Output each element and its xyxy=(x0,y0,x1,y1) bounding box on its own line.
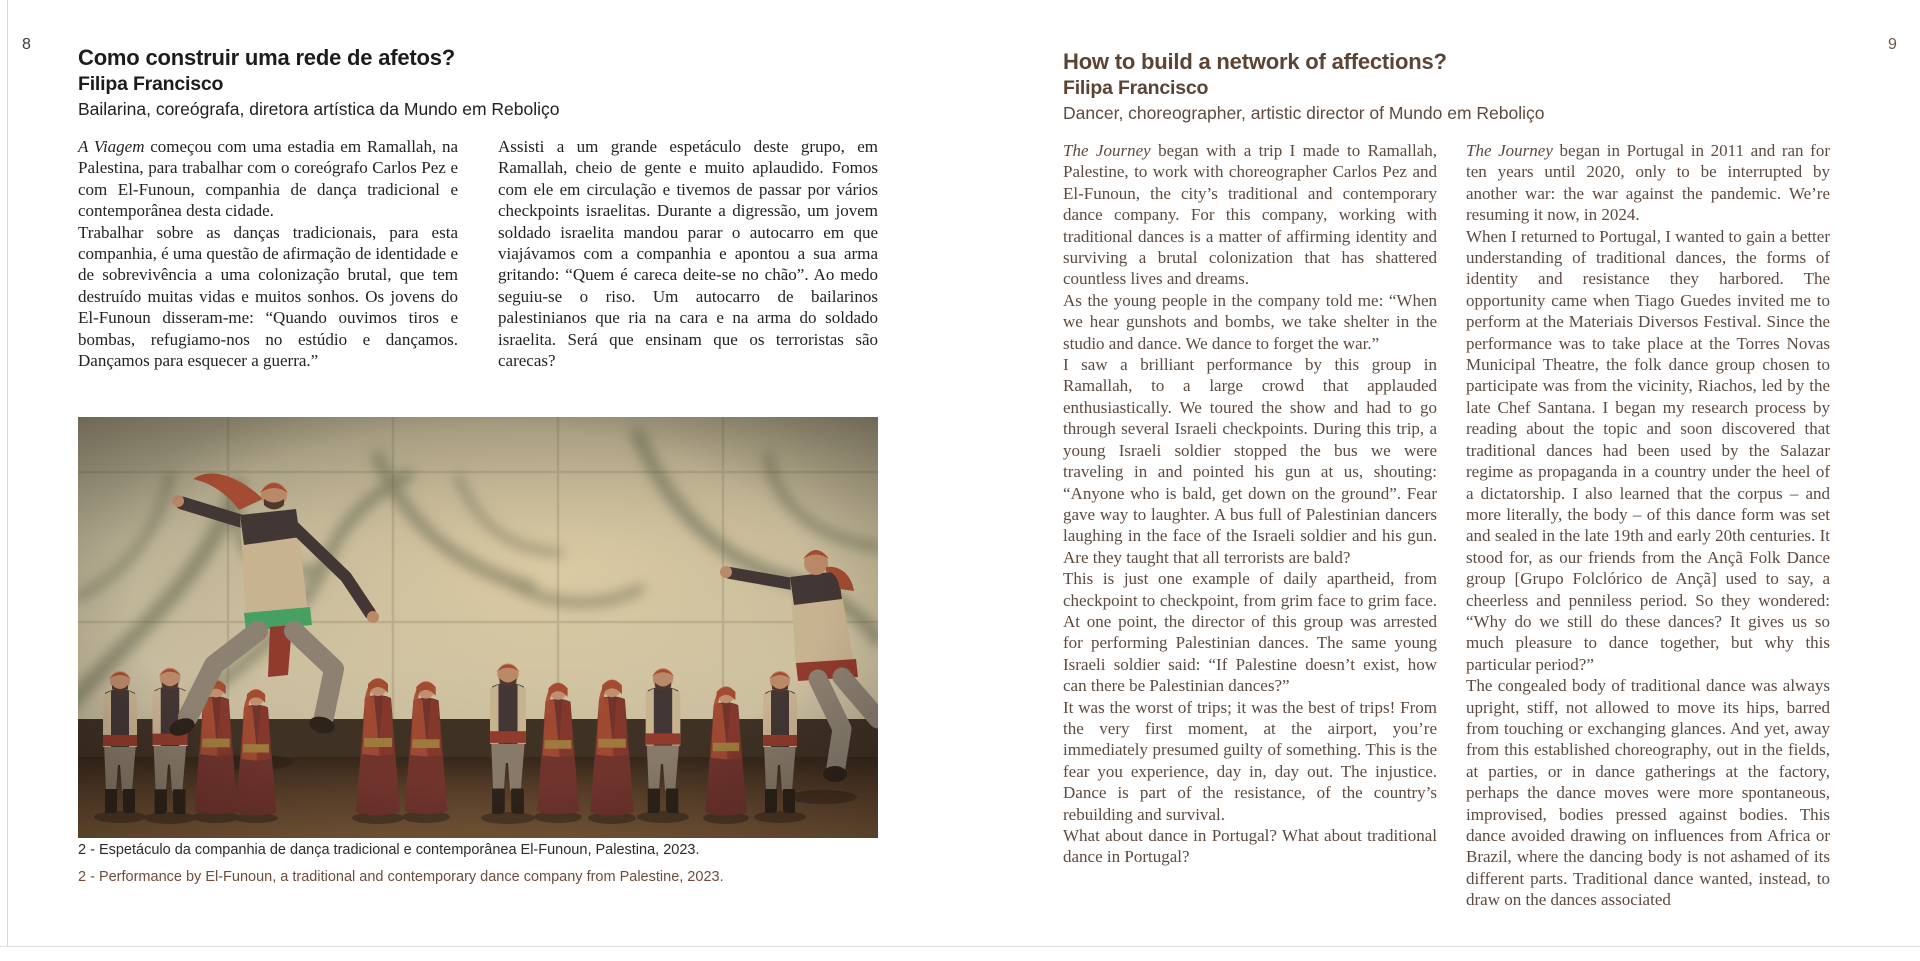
performance-photo xyxy=(78,417,878,838)
page-number-left: 8 xyxy=(22,36,31,53)
work-title-italic: The Journey xyxy=(1466,141,1553,160)
paragraph: Assisti a um grande espetáculo deste grupo, em Ramallah, cheio de gente e muito aplaudido. Fomos com ele em circulação e tivemos de passar por vários checkpoints israelitas. Durante a digressão, um jovem soldado israelita mandou parar o autocarro em que viajávamos com a companhia e apontou a sua arma gritando: “Quem é careca deite-se no chão”. Ao medo seguiu-se o riso. Um autocarro de bailarinos palestinianos que ria na cara e na arma do soldado israelita. Será que ensinam que os terroristas são carecas? xyxy=(498,137,878,371)
portuguese-column-2 xyxy=(498,136,878,371)
left-page-header xyxy=(78,44,878,121)
paragraph xyxy=(78,136,458,222)
paragraph: I saw a brilliant performance by this group in Ramallah, to a large crowd that applauded enthusiastically. We toured the show and had to go through several Israeli checkpoints. During this trip, a young Israeli soldier stopped the bus we were traveling in and pointed his gun at us, shouting: “Anyone who is bald, get down on the ground”. Fear gave way to laughter. A bus full of Palestinian dancers laughing in the face of the Israeli soldier and his gun. Are they taught that all terrorists are bald? xyxy=(1063,355,1437,567)
left-page-author-role: Bailarina, coreógrafa, diretora artística da Mundo em Reboliço xyxy=(78,99,560,119)
photo-caption-portuguese: 2 - Espetáculo da companhia de dança tradicional e contemporânea El-Funoun, Palestina, 2023. xyxy=(78,842,700,858)
photo-caption-english: 2 - Performance by El-Funoun, a traditional and contemporary dance company from Palestine, 2023. xyxy=(78,869,724,885)
portuguese-column-1 xyxy=(78,136,458,371)
right-page-author-role: Dancer, choreographer, artistic director of Mundo em Reboliço xyxy=(1063,103,1545,123)
left-page-title: Como construir uma rede de afetos? xyxy=(78,45,456,70)
paragraph-text: began in Portugal in 2011 and ran for ten years until 2020, only to be interrupted by another war: the war against the pandemic. We’re resuming it now, in 2024. xyxy=(1466,141,1830,225)
paragraph-text: começou com uma estadia em Ramallah, na Palestina, para trabalhar com o coreógrafo Carlos Pez e com El-Funoun, companhia de dança tradicional e contemporânea desta cidade. xyxy=(78,137,458,221)
right-page-author: Filipa Francisco xyxy=(1063,77,1209,99)
right-page-title: How to build a network of affections? xyxy=(1063,49,1447,74)
english-column-2 xyxy=(1466,140,1830,911)
work-title-italic: The Journey xyxy=(1063,141,1151,160)
paragraph-text: began with a trip I made to Ramallah, Palestine, to work with choreographer Carlos Pez and El-Funoun, the city’s traditional and contemporary dance company. For this company, working with traditional dances is a matter of affirming identity and surviving a brutal colonization that has shattered countless lives and dreams. xyxy=(1063,141,1437,289)
performance-photo-art xyxy=(78,417,878,838)
work-title-italic: A Viagem xyxy=(78,137,145,156)
english-column-1 xyxy=(1063,140,1437,868)
paragraph: When I returned to Portugal, I wanted to gain a better understanding of traditional dances, the forms of identity and resistance they harbored. The opportunity came when Tiago Guedes invited me to perform at the Materiais Diversos Festival. Since the performance was to take place at the Torres Novas Municipal Theatre, the folk dance group chosen to participate was from the vicinity, Riachos, led by the late Chef Santana. I began my research process by reading about the topic and soon discovered that traditional dances had been used by the Salazar regime as propaganda in a country under the heel of a dictatorship. I also learned that the corpus – and more literally, the body – of this dance form was set and sealed in the late 19th and early 20th centuries. It stood for, as our friends from the Ançã Folk Dance group [Grupo Folclórico de Ançã] used to say, a cheerless and penniless period. So they wondered: “Why do we still do these dances? It gives us so much pleasure to dance together, but why this particular period?” xyxy=(1466,226,1830,674)
paragraph: This is just one example of daily apartheid, from checkpoint to checkpoint, from grim face to grim face. At one point, the director of this group was arrested for performing Palestinian dances. The same young Israeli soldier said: “If Palestine doesn’t exist, how can there be Palestinian dances?” xyxy=(1063,569,1437,696)
paragraph: Trabalhar sobre as danças tradicionais, para esta companhia, é uma questão de afirmação de identidade e de sobrevivência a uma colonização brutal, que tem destruído muitas vidas e muitos sonhos. Os jovens do El-Funoun disseram-me: “Quando ouvimos tiros e bombas, refugiamo-nos no estúdio e dançamos. Dançamos para esquecer a guerra.” xyxy=(78,222,458,371)
left-page-author: Filipa Francisco xyxy=(78,73,224,95)
paragraph xyxy=(1466,140,1830,226)
right-page-header xyxy=(1063,48,1863,125)
page-edge-bottom xyxy=(0,946,1920,947)
page-number-right: 9 xyxy=(1888,36,1897,53)
paragraph: As the young people in the company told me: “When we hear gunshots and bombs, we take shelter in the studio and dance. We dance to forget the war.” xyxy=(1063,290,1437,353)
page-edge-left xyxy=(7,0,8,946)
paragraph: It was the worst of trips; it was the best of trips! From the very first moment, at the airport, you’re immediately presumed guilty of something. This is the fear you experience, day in, day out. The injustice. Dance is part of the resistance, of the country’s rebuilding and survival. xyxy=(1063,697,1437,824)
paragraph: What about dance in Portugal? What about traditional dance in Portugal? xyxy=(1063,826,1437,867)
paragraph: The congealed body of traditional dance was always upright, stiff, not allowed to move its hips, barred from touching or exchanging glances. And yet, away from this established choreography, out in the fields, at parties, or in dance gatherings at the factory, perhaps the dance moves were more spontaneous, improvised, bodies pressed against bodies. This dance avoided drawing on influences from Africa or Brazil, where the dancing body is not ashamed of its different parts. Traditional dance wanted, instead, to draw on the dances associated xyxy=(1466,676,1830,910)
paragraph xyxy=(1063,140,1437,290)
